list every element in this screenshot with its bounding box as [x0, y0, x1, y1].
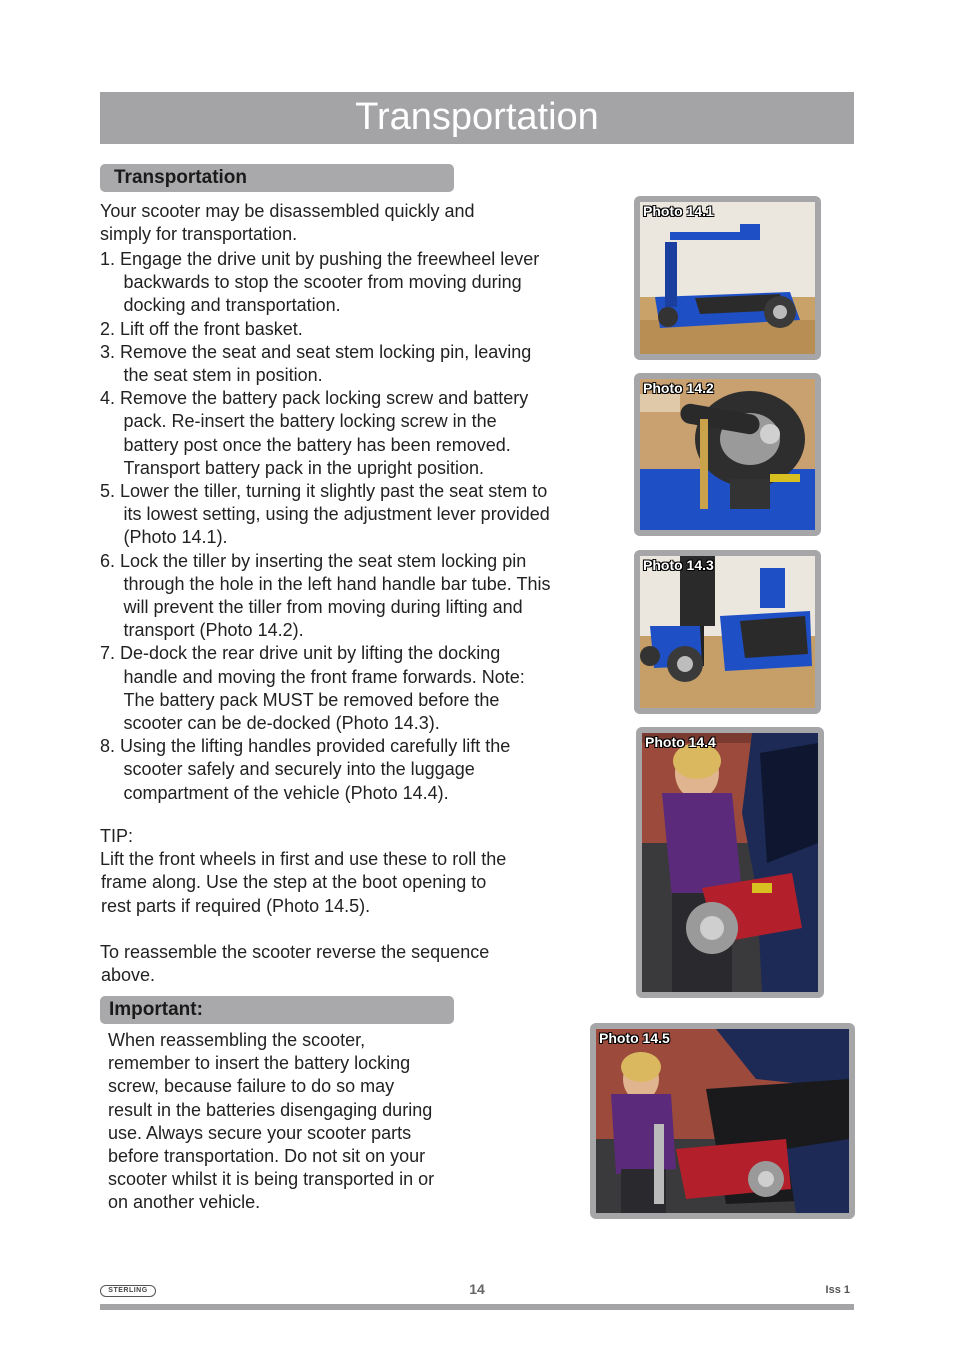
important-line: before transportation. Do not sit on your	[108, 1146, 426, 1167]
important-line: result in the batteries disengaging during	[108, 1099, 433, 1120]
tiller-locking-pin-image	[640, 379, 815, 530]
photo-14-1-frame	[634, 196, 821, 360]
photo-14-1	[640, 202, 815, 354]
intro-line: Your scooter may be disassembled quickly and	[100, 201, 475, 221]
page-title: Transportation	[100, 92, 854, 144]
tip-label: TIP:	[100, 826, 134, 846]
photo-14-2	[640, 379, 815, 530]
de-docking-image	[640, 556, 815, 708]
scooter-tiller-lowered-image	[640, 202, 815, 354]
photo-14-5	[596, 1029, 849, 1213]
tip-and-reassembly	[100, 825, 552, 987]
step-item: 3. Remove the seat and seat stem locking pin, leaving the seat stem in position.	[100, 341, 532, 386]
page-number: 14	[469, 1281, 485, 1297]
photo-14-3-frame	[634, 550, 821, 714]
photo-14-4	[642, 733, 818, 992]
section-heading-transportation: Transportation	[100, 164, 454, 192]
reassemble-line: above.	[101, 965, 156, 986]
important-line: scooter whilst it is being transported in or	[108, 1169, 435, 1190]
photo-14-3	[640, 556, 815, 708]
intro-line: simply for transportation.	[100, 224, 298, 245]
photo-14-2-frame	[634, 373, 821, 536]
important-line: When reassembling the scooter,	[108, 1030, 366, 1050]
reassemble-line: To reassemble the scooter reverse the sequence	[100, 942, 490, 963]
important-paragraph	[108, 1029, 468, 1215]
brand-logo: STERLING	[100, 1285, 156, 1297]
important-line: use. Always secure your scooter parts	[108, 1122, 412, 1143]
photo-label: Photo 14.5	[599, 1030, 670, 1046]
step-item: 1. Engage the drive unit by pushing the freewheel lever backwards to stop the scooter from moving during docking and transportation.	[100, 249, 540, 316]
step-item: 8. Using the lifting handles provided carefully lift the scooter safely and securely into the luggage compartment of the vehicle (Photo 14.4).	[100, 736, 511, 803]
step-item: 7. De-dock the rear drive unit by lifting the docking handle and moving the front frame forwards. Note: The battery pack MUST be removed before the scooter can be de-docked (Photo 14.3).	[100, 643, 525, 734]
footer-rule	[100, 1304, 854, 1310]
step-item: 2. Lift off the front basket.	[100, 318, 303, 339]
photo-label: Photo 14.2	[643, 380, 714, 396]
photo-14-4-frame	[636, 727, 824, 998]
important-line: on another vehicle.	[108, 1192, 261, 1213]
step-item: 6. Lock the tiller by inserting the seat stem locking pin through the hole in the left hand handle bar tube. This will prevent the tiller from moving during lifting and transport (Photo 14.2).	[100, 550, 551, 641]
tip-line: Lift the front wheels in first and use these to roll the	[100, 849, 507, 870]
steps-list	[100, 248, 552, 805]
section-heading-important: Important:	[100, 996, 454, 1024]
important-line: remember to insert the battery locking	[108, 1053, 411, 1074]
photo-label: Photo 14.4	[645, 734, 716, 750]
step-item: 5. Lower the tiller, turning it slightly past the seat stem to its lowest setting, using the adjustment lever provided (Photo 14.1).	[100, 481, 550, 548]
tip-line: frame along. Use the step at the boot opening to	[101, 872, 487, 893]
blank-line	[100, 918, 552, 941]
tip-line: rest parts if required (Photo 14.5).	[101, 895, 371, 916]
lifting-into-boot-image	[642, 733, 818, 992]
photo-label: Photo 14.1	[643, 203, 714, 219]
issue-label: Iss 1	[825, 1284, 850, 1296]
important-line: screw, because failure to do so may	[108, 1076, 395, 1097]
step-item: 4. Remove the battery pack locking screw and battery pack. Re-insert the battery locking screw in the battery post once the battery has been removed. Transport battery pack in the upright position.	[100, 388, 529, 478]
intro-paragraph	[100, 200, 550, 246]
photo-label: Photo 14.3	[643, 557, 714, 573]
parts-in-boot-image	[596, 1029, 849, 1213]
photo-14-5-frame	[590, 1023, 855, 1219]
